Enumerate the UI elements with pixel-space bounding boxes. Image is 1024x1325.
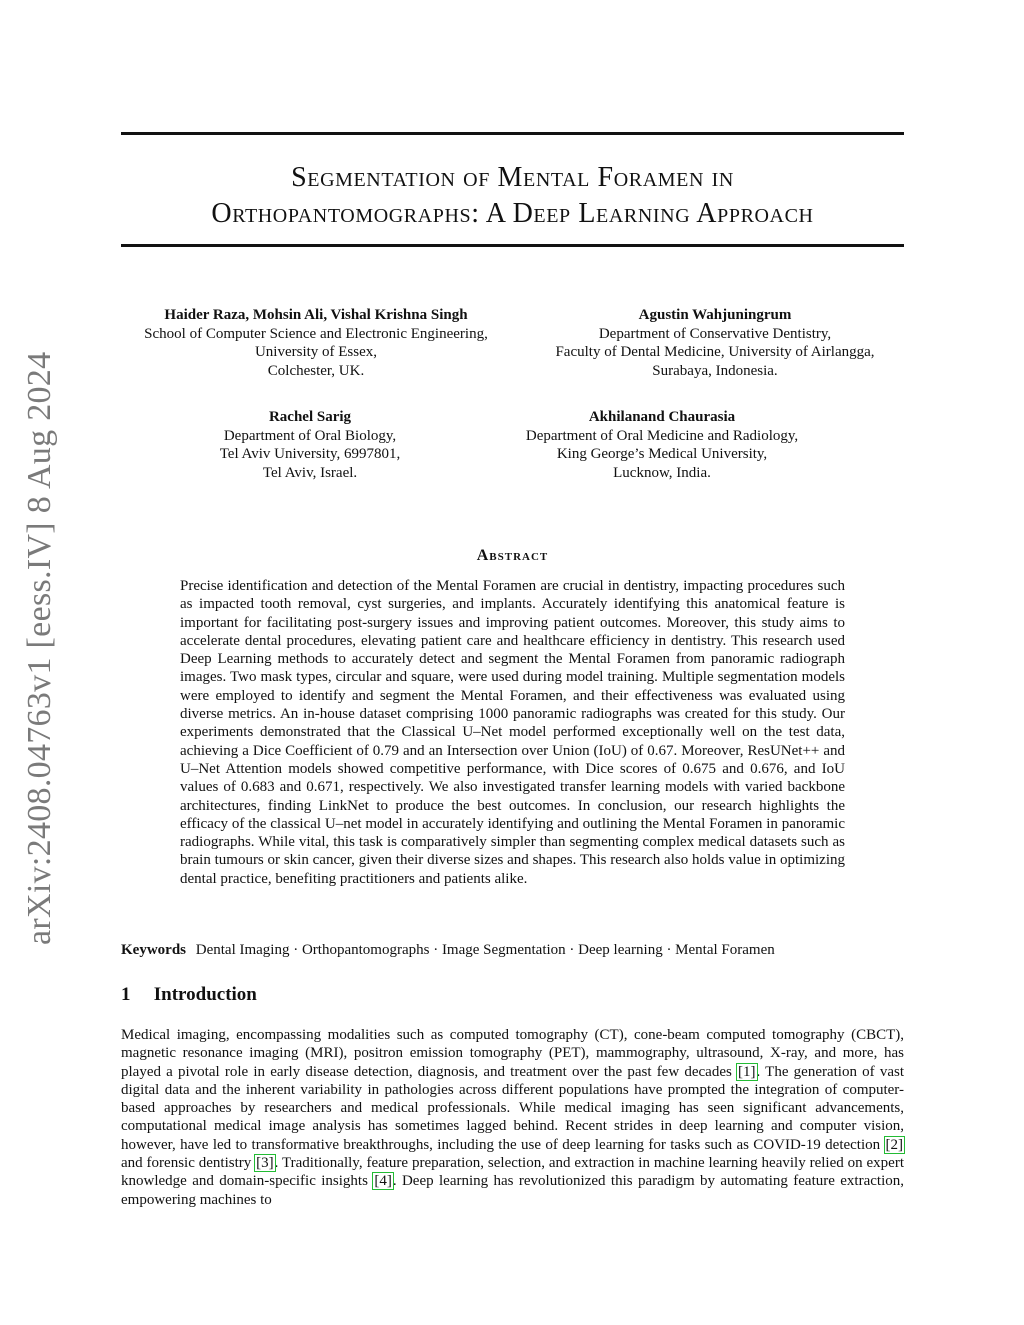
author-affiliation: Tel Aviv University, 6997801, <box>219 446 401 462</box>
intro-text: Medical imaging, encompassing modalities such as computed tomography (CT), cone-beam computed tomography (CBCT), magnetic resonance imaging (MRI), positron emission tomography (PET), mammography, ultrasound, X-ray, and more, has played a pivotal role in early disease detection, diagnosis, and treatment over the past few decades <box>121 1027 904 1080</box>
author-affiliation: Tel Aviv, Israel. <box>262 464 358 481</box>
author-affiliation: Colchester, UK. <box>267 362 365 379</box>
intro-text: and forensic dentistry <box>121 1155 256 1172</box>
abstract-text: Precise identification and detection of the Mental Foramen are crucial in dentistry, impacting procedures such as impacted tooth removal, cyst surgeries, and implants. Accurately identifying this anatomical feature is important for facilitating post-surgery issues and improving patient outcomes. Moreover, this study aims to accelerate dental procedures, elevating patient care and healthcare efficiency in dentistry. This research used Deep Learning methods to accurately detect and segment the Mental Foramen from panoramic radiograph images. Two mask types, circular and square, were used during model training. Multiple segmentation models were employed to identify and segment the Mental Foramen, and their effectiveness was evaluated using diverse metrics. An in-house dataset comprising 1000 panoramic radiographs was created for this study. Our experiments demonstrated that the Classical U–Net model performed exceptionally well on the test data, achieving a Dice Coefficient of 0.79 and an Intersection over Union (IoU) of 0.67. Moreover, ResUNet++ and U–Net Attention models showed competitive performance, with Dice scores of 0.675 and 0.676, and IoU values of 0.683 and 0.671, respectively. We also investigated transfer learning models with varied backbone architectures, finding LinkNet to produce the best outcomes. In conclusion, our research highlights the efficacy of the classical U–net model in accurately identifying and outlining the Mental Foramen in panoramic radiographs. While vital, this task is comparatively simpler than segmenting complex medical datasets such as brain tumours or skin cancer, given their diverse sizes and shapes. This research also holds value in optimizing dental practice, benefiting practitioners and patients alike. <box>180 578 845 887</box>
author-name: Agustin Wahjuningrum <box>638 307 792 323</box>
title-bottom-rule <box>121 244 904 247</box>
keywords-label: Keywords <box>121 942 186 958</box>
author-affiliation: Department of Oral Medicine and Radiology, <box>525 427 799 444</box>
citation-link[interactable]: [2] <box>885 1136 903 1153</box>
author-affiliation: School of Computer Science and Electronic Engineering, <box>144 325 488 342</box>
title-line-2: Orthopantomographs: A Deep Learning Approach <box>211 198 814 229</box>
citation-link[interactable]: [1] <box>738 1063 756 1080</box>
author-affiliation: Faculty of Dental Medicine, University of Airlangga, <box>555 344 875 360</box>
citation-link[interactable]: [3] <box>256 1155 274 1172</box>
section-number: 1 <box>121 984 131 1005</box>
author-affiliation: Lucknow, India. <box>613 464 711 481</box>
author-name: Rachel Sarig <box>268 409 352 425</box>
author-block-lucknow <box>500 408 824 482</box>
abstract-heading: Abstract <box>476 547 549 564</box>
arxiv-identifier-stamp: arXiv:2408.04763v1 [eess.IV] 8 Aug 2024 <box>21 351 58 945</box>
section-title: Introduction <box>153 984 257 1005</box>
intro-text: . Traditionally, feature preparation, selection, and extraction in machine learning heavily relied on expert knowledge and domain-specific insights <box>121 1155 904 1190</box>
author-block-essex <box>121 306 511 380</box>
title-top-rule <box>121 132 904 135</box>
author-name: Akhilanand Chaurasia <box>588 409 736 425</box>
author-affiliation: University of Essex, <box>254 344 378 360</box>
intro-text: . Deep learning has revolutionized this paradigm by automating feature extraction, empowering machines to <box>121 1173 904 1208</box>
introduction-paragraph <box>121 1026 904 1209</box>
paper-title <box>121 160 904 232</box>
citation-link[interactable]: [4] <box>374 1173 392 1190</box>
author-affiliation: Department of Oral Biology, <box>223 427 397 444</box>
author-affiliation: Surabaya, Indonesia. <box>652 362 778 379</box>
author-block-airlangga <box>520 306 910 380</box>
author-name: Haider Raza, Mohsin Ali, Vishal Krishna Singh <box>164 307 468 323</box>
author-block-tel-aviv <box>150 408 470 482</box>
section-heading-introduction <box>121 984 257 1006</box>
author-affiliation: Department of Conservative Dentistry, <box>598 325 832 342</box>
title-line-1: Segmentation of Mental Foramen in <box>291 162 734 193</box>
intro-text: . The generation of vast digital data and the inherent variability in pathologies across different populations have prompted the integration of computer-based approaches by researchers and medical professionals. While medical imaging has seen significant advancements, computational medical image analysis has sometimes lagged behind. Recent strides in deep learning and computer vision, however, have led to transformative breakthroughs, including the use of deep learning for tasks such as COVID-19 detection <box>121 1063 904 1153</box>
author-affiliation: King George’s Medical University, <box>556 446 768 462</box>
keywords-line <box>121 941 904 959</box>
keywords-text: Dental Imaging · Orthopantomographs · Image Segmentation · Deep learning · Mental Foramen <box>195 942 775 958</box>
